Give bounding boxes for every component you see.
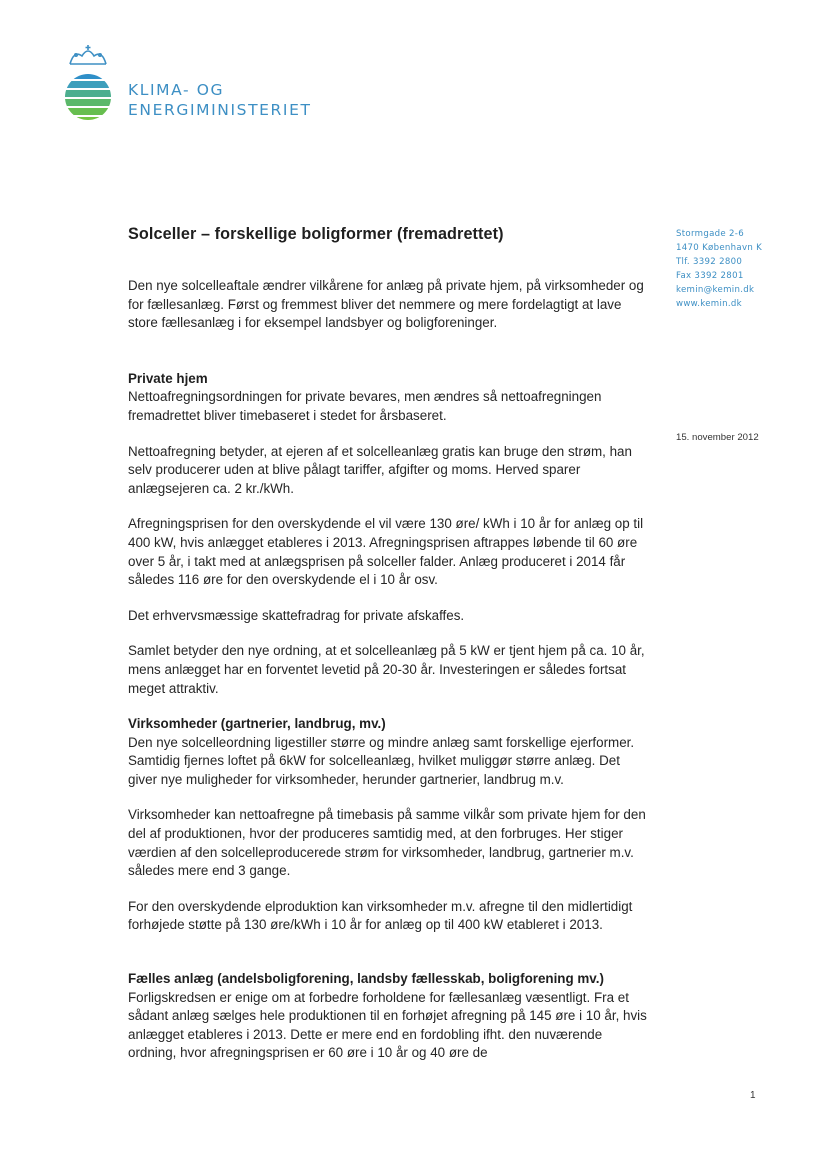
business-paragraph-1: Den nye solcelleordning ligestiller større og mindre anlæg samt forskellige ejerformer. Samtidig fjernes loftet på 6kW for solcelleanlæg, hvilket muliggør større anlæg. Det giver nye muligheder for virksomheder, herunder gartnerier, landbrug m.v. [128, 734, 635, 787]
ministry-logo [58, 42, 318, 127]
private-paragraph-5: Samlet betyder den nye ordning, at et solcelleanlæg på 5 kW er tjent hjem på ca. 10 år, mens anlægget har en forventet levetid på 20-30 år. Investeringen er således fortsat meget attraktiv. [128, 643, 645, 696]
private-paragraph-4: Det erhvervsmæssige skattefradrag for private afskaffes. [128, 607, 465, 623]
address-phone: Tlf. 3392 2800 [676, 257, 743, 268]
address-web[interactable]: www.kemin.dk [676, 299, 742, 310]
address-fax: Fax 3392 2801 [676, 271, 744, 282]
private-paragraph-1: Nettoafregningsordningen for private bevares, men ændres så nettoafregningen fremadrettet bliver timebaseret i stedet for årsbaseret. [128, 389, 602, 423]
document-body [128, 225, 648, 1063]
contact-address-block [676, 227, 816, 312]
address-city: 1470 København K [676, 243, 763, 254]
shared-paragraph-1: Forligskredsen er enige om at forbedre forholdene for fællesanlæg væsentligt. Fra et sådant anlæg sælges hele produktionen til en forhøjet afregning på 145 øre i 10 år, hvis anlægget etableres i 2013. Dette er mere end en fordobling ifht. den nuværende ordning, hvor afregningsprisen er 60 øre i 10 år og 40 øre de [128, 989, 647, 1061]
address-street: Stormgade 2-6 [676, 229, 744, 239]
intro-paragraph: Den nye solcelleaftale ændrer vilkårene for anlæg på private hjem, på virksomheder og for fællesanlæg. Først og fremmest bliver det nemmere og mere fordelagtigt at lave store fællesanlæg i for eksempel landsbyer og boligforeninger. [128, 278, 644, 331]
private-paragraph-2: Nettoafregning betyder, at ejeren af et solcelleanlæg gratis kan bruge den strøm, han selv producerer uden at blive pålagt tariffer, afgifter og moms. Herved sparer anlægsejeren ca. 2 kr./kWh. [128, 443, 632, 496]
section-heading-private: Private hjem [128, 370, 208, 386]
document-date: 15. november 2012 [676, 432, 759, 443]
business-paragraph-2: Virksomheder kan nettoafregne på timebasis på samme vilkår som private hjem for den del af produktionen, hvor der produceres samtidig med, at den forbruges. Her stiger værdien af den solcelleproducerede strøm for virksomheder, landbrug, gartnerier m.v. således mere end 3 gange. [128, 807, 646, 879]
section-heading-business: Virksomheder (gartnerier, landbrug, mv.) [128, 716, 386, 732]
crown-globe-emblem-icon [58, 42, 118, 124]
ministry-name [128, 80, 312, 120]
ministry-name-line1: KLIMA- OG [128, 81, 225, 99]
private-paragraph-3: Afregningsprisen for den overskydende el vil være 130 øre/ kWh i 10 år for anlæg op til 400 kW, hvis anlægget etableres i 2013. Afregningsprisen aftrappes løbende til 60 øre over 5 år, i takt med at anlægsprisen på solceller falder. Anlæg produceret i 2014 får således 116 øre for den overskydende el i 10 år osv. [128, 516, 644, 588]
address-email[interactable]: kemin@kemin.dk [676, 285, 755, 296]
section-heading-shared: Fælles anlæg (andelsboligforening, landsby fællesskab, boligforening mv.) [128, 971, 604, 987]
page-number: 1 [750, 1090, 756, 1101]
document-title: Solceller – forskellige boligformer (fremadrettet) [128, 225, 504, 243]
ministry-name-line2: ENERGIMINISTERIET [128, 101, 312, 119]
business-paragraph-3: For den overskydende elproduktion kan virksomheder m.v. afregne til den midlertidigt forhøjede støtte på 130 øre/kWh i 10 år for anlæg op til 400 kW etableret i 2013. [128, 898, 633, 933]
